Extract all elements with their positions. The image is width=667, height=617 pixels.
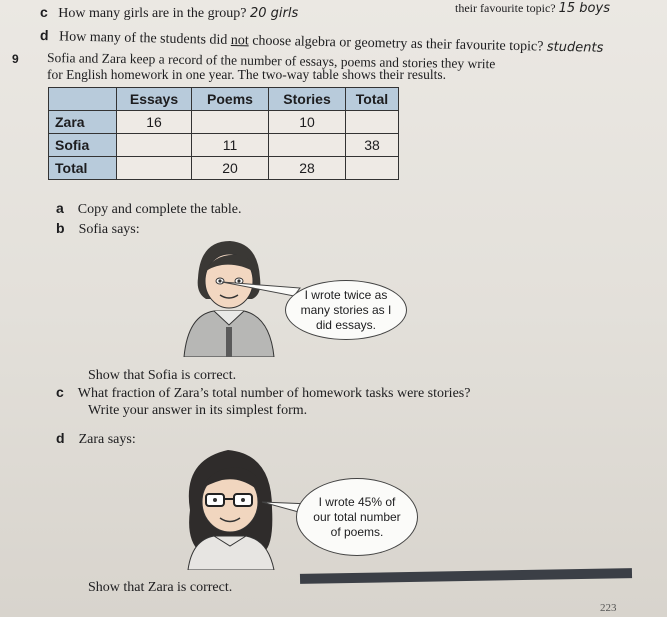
table-header: Essays xyxy=(117,88,192,111)
q9-intro-line-2: for English homework in one year. The two-way table shows their results. xyxy=(47,67,447,82)
question-number: 9 xyxy=(12,52,19,66)
table-row xyxy=(49,134,399,157)
part-label: d xyxy=(56,430,65,446)
underlined-word: not xyxy=(230,33,249,49)
table-cell xyxy=(117,157,192,180)
table-row xyxy=(49,111,399,134)
table-cell xyxy=(192,111,269,134)
table-header: Stories xyxy=(269,88,346,111)
table-cell xyxy=(346,111,399,134)
question-text: What fraction of Zara’s total number of homework tasks were stories? xyxy=(77,386,471,401)
bubble-line: many stories as I xyxy=(300,302,392,317)
q9-intro-line-1: Sofia and Zara keep a record of the number of essays, poems and stories they write xyxy=(46,50,496,72)
table-cell: 16 xyxy=(117,111,192,134)
question-text: their favourite topic? xyxy=(455,1,556,15)
decorative-bar xyxy=(300,568,632,584)
part-a xyxy=(56,200,241,218)
zara-speech-bubble xyxy=(296,478,418,556)
row-header: Sofia xyxy=(49,134,117,157)
table-cell: 10 xyxy=(269,111,346,134)
table-cell xyxy=(346,157,399,180)
two-way-table xyxy=(48,87,399,180)
table-header xyxy=(49,88,117,111)
table-cell xyxy=(117,134,192,157)
part-d-show: Show that Zara is correct. xyxy=(88,580,233,595)
question-text: Copy and complete the table. xyxy=(77,202,242,217)
part-label: c xyxy=(40,4,48,20)
bubble-line: of poems. xyxy=(330,524,384,539)
part-c xyxy=(56,384,470,402)
part-label: b xyxy=(56,220,65,236)
sofia-speech-bubble xyxy=(285,280,407,340)
question-text: Zara says: xyxy=(78,432,136,447)
corner-question xyxy=(455,0,610,17)
question-text: Sofia says: xyxy=(78,222,140,237)
table-row xyxy=(49,157,399,180)
question-text: How many girls are in the group? xyxy=(58,6,247,21)
question-c-top xyxy=(40,4,298,22)
part-c-line-2: Write your answer in its simplest form. xyxy=(88,403,308,418)
part-b-show: Show that Sofia is correct. xyxy=(88,368,237,383)
page-number: 223 xyxy=(600,602,617,614)
row-header: Total xyxy=(49,157,117,180)
bubble-line: I wrote 45% of xyxy=(318,494,396,509)
table-cell xyxy=(269,134,346,157)
bubble-line: I wrote twice as xyxy=(304,287,388,302)
handwritten-answer: 15 boys xyxy=(558,1,610,16)
question-text: How many of the students did xyxy=(58,29,228,48)
table-header: Poems xyxy=(192,88,269,111)
question-text: choose algebra or geometry as their favourite topic? xyxy=(252,33,544,55)
table-header: Total xyxy=(346,88,399,111)
table-cell: 28 xyxy=(269,157,346,180)
handwritten-answer: 20 girls xyxy=(249,6,299,21)
bubble-line: did essays. xyxy=(315,317,376,332)
bubble-line: our total number xyxy=(313,509,401,524)
handwritten-answer: students xyxy=(546,39,604,56)
row-header: Zara xyxy=(49,111,117,134)
table-cell: 20 xyxy=(192,157,269,180)
table-cell: 38 xyxy=(346,134,399,157)
part-d xyxy=(56,430,136,448)
part-label: c xyxy=(56,384,64,400)
table-header-row xyxy=(49,88,399,111)
table-cell: 11 xyxy=(192,134,269,157)
part-label: d xyxy=(39,27,49,44)
part-b xyxy=(56,220,140,238)
part-label: a xyxy=(56,200,64,216)
